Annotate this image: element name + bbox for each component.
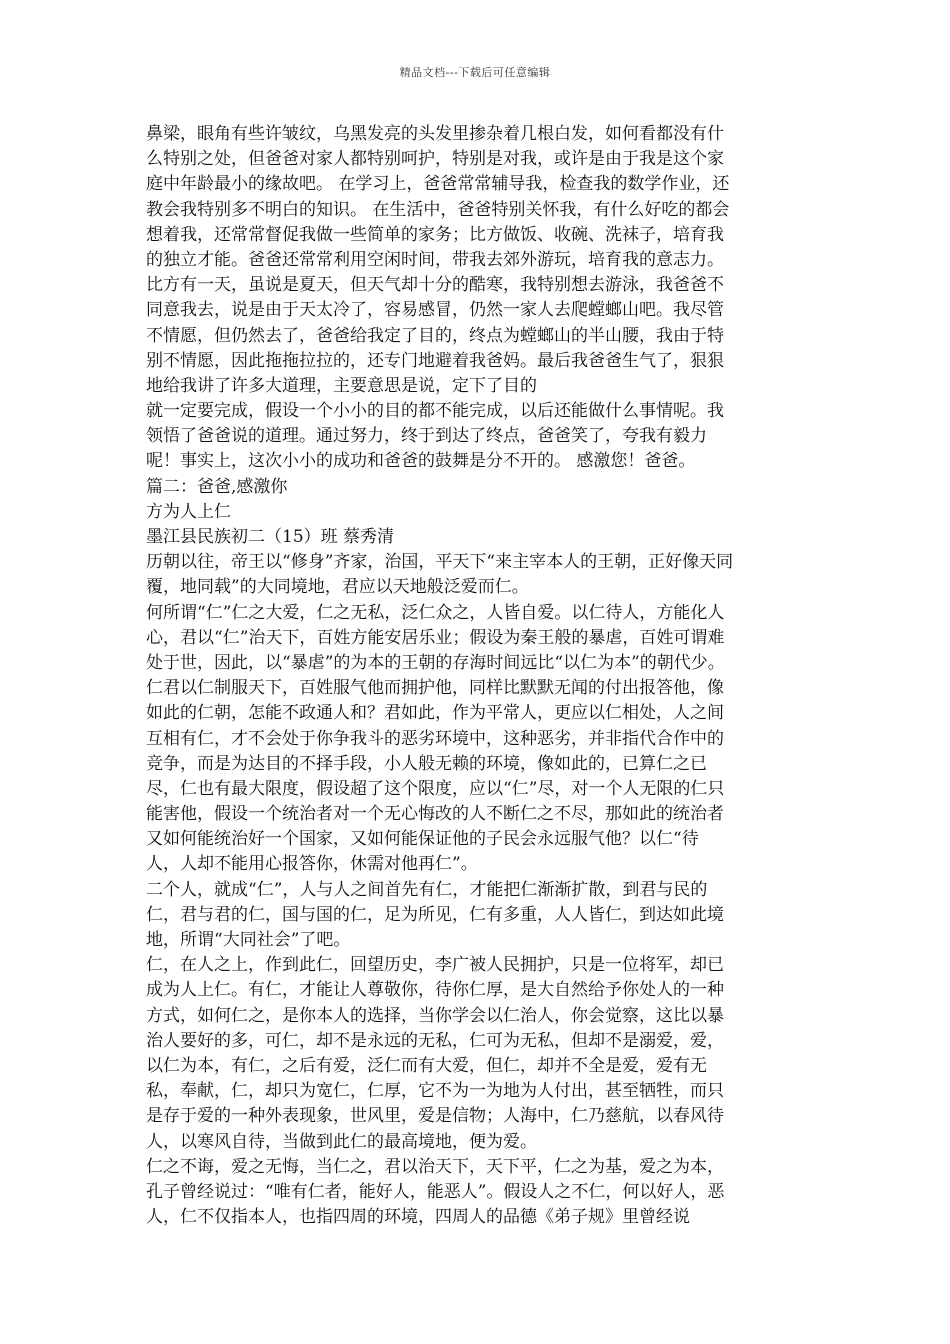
text-line: 篇二：爸爸,感激你 <box>146 476 288 497</box>
text-line: 尽，仁也有最大限度，假设超了这个限度，应以“仁”尽，对一个人无限的仁只 <box>146 778 725 799</box>
text-line: 人，仁不仅指本人，也指四周的环境，四周人的品德《弟子规》里曾经说 <box>146 1207 690 1228</box>
text-line: 仁君以仁制服天下，百姓服气他而拥护他，同样比默默无闻的付出报答他，像 <box>146 678 724 699</box>
text-line: 何所谓“仁”仁之大爱，仁之无私，泛仁众之，人皆自爱。以仁待人，方能化人 <box>146 602 725 623</box>
text-line: 地，所谓“大同社会”了吧。 <box>146 930 351 950</box>
text-line: 的独立才能。爸爸还常常利用空闲时间，带我去郊外游玩，培育我的意志力。 <box>146 249 724 270</box>
text-line: 治人要好的多，可仁，却不是永远的无私，仁可为无私，但却不是溺爱，爱， <box>146 1030 724 1051</box>
text-line: 能害他，假设一个统治者对一个无心悔改的人不断仁之不尽，那如此的统治者 <box>146 804 724 825</box>
text-line: 鼻梁，眼角有些许皱纹，乌黑发亮的头发里掺杂着几根白发，如何看都没有什 <box>146 124 724 144</box>
page-header: 精品文档---下载后可任意编辑 <box>399 66 551 79</box>
text-line: 人，以寒风自待，当做到此仁的最高境地，便为爱。 <box>146 1131 537 1152</box>
text-line: 如此的仁朝，怎能不政通人和？君如此，作为平常人，更应以仁相处，人之间 <box>146 703 724 724</box>
text-line: 以仁为本，有仁，之后有爱，泛仁而有大爱，但仁，却并不全是爱，爱有无 <box>146 1055 707 1076</box>
text-line: 二个人，就成“仁”，人与人之间首先有仁，才能把仁渐渐扩散，到君与民的 <box>146 879 708 900</box>
text-line: 人，人却不能用心报答你，休需对他再仁”。 <box>146 854 478 875</box>
text-line: 覆，地同载”的大同境地，君应以天地般泛爱而仁。 <box>146 577 529 598</box>
text-line: 方为人上仁 <box>146 501 231 522</box>
text-line: 地给我讲了许多大道理，主要意思是说，定下了目的 <box>146 375 537 396</box>
text-line: 私，奉献，仁，却只为宽仁，仁厚，它不为一为地为人付出，甚至牺牲，而只 <box>146 1081 724 1102</box>
text-line: 竞争，而是为达目的不择手段，小人般无赖的环境，像如此的，已算仁之已 <box>146 753 707 774</box>
text-line: 方式，如何仁之，是你本人的选择，当你学会以仁治人，你会觉察，这比以暴 <box>146 1005 724 1026</box>
text-line: 别不情愿，因此拖拖拉拉的，还专门地避着我爸妈。最后我爸爸生气了，狠狠 <box>146 350 724 371</box>
text-line: 仁，在人之上，作到此仁，回望历史，李广被人民拥护，只是一位将军，却已 <box>146 955 724 976</box>
text-line: 互相有仁，才不会处于你争我斗的恶劣环境中，这种恶劣，并非指代合作中的 <box>146 728 724 749</box>
text-line: 教会我特别多不明白的知识。 在生活中，爸爸特别关怀我，有什么好吃的都会 <box>146 199 730 220</box>
text-line: 孔子曾经说过：“唯有仁者，能好人，能恶人”。假设人之不仁，何以好人，恶 <box>146 1181 725 1202</box>
text-line: 领悟了爸爸说的道理。通过努力，终于到达了终点，爸爸笑了，夸我有毅力 <box>146 426 707 447</box>
text-line: 同意我去，说是由于天太冷了，容易感冒，仍然一家人去爬螳螂山吧。我尽管 <box>146 300 724 321</box>
text-line: 是存于爱的一种外表现象，世风里，爱是信物；人海中，仁乃慈航，以春风待 <box>146 1106 724 1127</box>
text-line: 呢！事实上，这次小小的成功和爸爸的鼓舞是分不开的。 感激您！爸爸。 <box>146 451 696 472</box>
text-line: 历朝以往，帝王以“修身”齐家，治国，平天下“来主宰本人的王朝，正好像天同 <box>146 552 734 573</box>
text-line: 么特别之处，但爸爸对家人都特别呵护，特别是对我，或许是由于我是这个家 <box>146 149 724 170</box>
text-line: 不情愿，但仍然去了，爸爸给我定了目的，终点为螳螂山的半山腰，我由于特 <box>146 325 724 346</box>
text-line: 仁，君与君的仁，国与国的仁，足为所见，仁有多重，人人皆仁，到达如此境 <box>146 904 724 925</box>
text-line: 心，君以“仁”治天下，百姓方能安居乐业；假设为秦王般的暴虐，百姓可谓难 <box>146 627 725 648</box>
text-line: 比方有一天，虽说是夏天，但天气却十分的酷寒，我特别想去游泳，我爸爸不 <box>146 275 724 296</box>
text-line: 庭中年龄最小的缘故吧。 在学习上，爸爸常常辅导我，检查我的数学作业，还 <box>146 174 730 195</box>
text-line: 成为人上仁。有仁，才能让人尊敬你，待你仁厚，是大自然给予你处人的一种 <box>146 980 724 1001</box>
text-line: 仁之不诲，爱之无悔，当仁之，君以治天下，天下平，仁之为基，爱之为本， <box>146 1156 724 1177</box>
text-line: 墨江县民族初二（15）班 蔡秀清 <box>146 527 395 547</box>
document-body <box>146 122 810 1230</box>
text-line: 就一定要完成，假设一个小小的目的都不能完成，以后还能做什么事情呢。我 <box>146 401 724 422</box>
text-line: 处于世，因此，以“暴虐”的为本的王朝的存海时间远比“以仁为本”的朝代少。 <box>146 652 725 673</box>
text-line: 又如何能统治好一个国家，又如何能保证他的子民会永远服气他？以仁“待 <box>146 829 699 850</box>
text-line: 想着我，还常常督促我做一些简单的家务；比方做饭、收碗、洗袜子，培育我 <box>146 224 724 245</box>
